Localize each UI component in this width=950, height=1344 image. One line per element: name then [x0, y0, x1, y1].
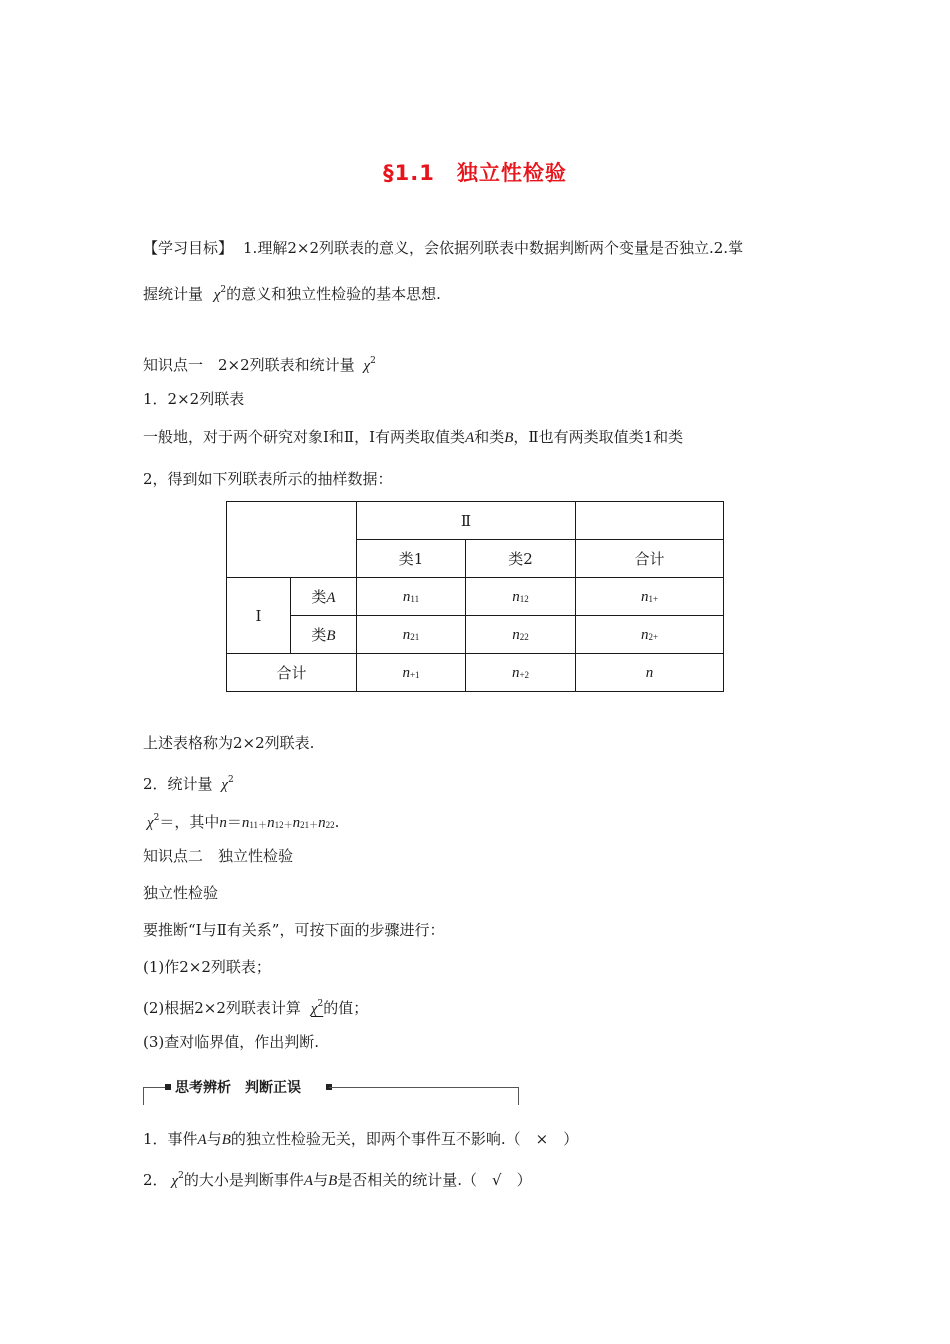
- page-title: §1.1 独立性检验: [383, 161, 567, 185]
- table-col2-header: 类2: [466, 540, 576, 578]
- cell-n22: $n_{22}$: [466, 616, 576, 654]
- kp1-heading: 知识点一 2×2列联表和统计量 $\chi^2$: [143, 356, 376, 374]
- kp2-heading: 知识点二 独立性检验: [143, 847, 294, 865]
- cell-nplus1: $n_{+1}$: [357, 654, 466, 692]
- cell-n-total: n: [576, 654, 724, 692]
- kp2-step2: (2)根据2×2列联表计算 $\chi^2$的值；: [143, 999, 369, 1017]
- think-judge-label: 思考辨析 判断正误: [175, 1080, 301, 1096]
- table-col1-header: 类1: [357, 540, 466, 578]
- table-empty-header: [576, 502, 724, 540]
- table-corner-cell: [227, 502, 357, 578]
- cell-n11: $n_{11}$: [357, 578, 466, 616]
- table-caption: 上述表格称为2×2列联表.: [143, 734, 315, 752]
- bullet-square-icon: [165, 1084, 171, 1090]
- cell-n1plus: $n_{1+}$: [576, 578, 724, 616]
- kp1-sub1: 1．2×2列联表: [143, 390, 245, 408]
- learning-objectives-line1: 【学习目标】 1.理解2×2列联表的意义，会依据列联表中数据判断两个变量是否独立.2.掌: [143, 239, 744, 257]
- objectives-tag: 【学习目标】: [143, 239, 234, 257]
- kp2-intro: 要推断“Ⅰ与Ⅱ有关系”，可按下面的步骤进行：: [143, 921, 445, 939]
- learning-objectives-line2: 握统计量 $\chi^2$的意义和独立性检验的基本思想.: [143, 285, 441, 303]
- kp2-step1: (1)作2×2列联表；: [143, 958, 271, 976]
- think-judge-header: [143, 1081, 519, 1105]
- kp2-sub: 独立性检验: [143, 884, 219, 902]
- cell-n2plus: $n_{2+}$: [576, 616, 724, 654]
- table-rowB-header: 类B: [291, 616, 357, 654]
- cell-n12: $n_{12}$: [466, 578, 576, 616]
- cell-nplus2: $n_{+2}$: [466, 654, 576, 692]
- table-row-group-header: Ⅰ: [227, 578, 291, 654]
- question-2: 2． $\chi^2$的大小是判断事件A与B是否相关的统计量.（ √ ）: [143, 1171, 532, 1189]
- kp1-para1: 一般地，对于两个研究对象Ⅰ和Ⅱ，Ⅰ有两类取值类A和类B，Ⅱ也有两类取值类1和类: [143, 428, 684, 446]
- cell-n21: $n_{21}$: [357, 616, 466, 654]
- question-1: 1．事件A与B的独立性检验无关，即两个事件互不影响.（ × ）: [143, 1130, 579, 1148]
- table-total-row-header: 合计: [227, 654, 357, 692]
- chi-square-formula: $\chi^2=$，其中$n=n_{11+}n_{12+}n_{21+}n_{22}$.: [147, 813, 340, 831]
- table-total-col-header: 合计: [576, 540, 724, 578]
- kp1-para2: 2，得到如下列联表所示的抽样数据：: [143, 470, 393, 488]
- table-rowA-header: 类A: [291, 578, 357, 616]
- kp2-step3: (3)查对临界值，作出判断.: [143, 1033, 320, 1051]
- kp1-sub2: 2．统计量 $\chi^2$: [143, 775, 234, 793]
- table-col-group-header: Ⅱ: [357, 502, 576, 540]
- contingency-table: [226, 501, 724, 692]
